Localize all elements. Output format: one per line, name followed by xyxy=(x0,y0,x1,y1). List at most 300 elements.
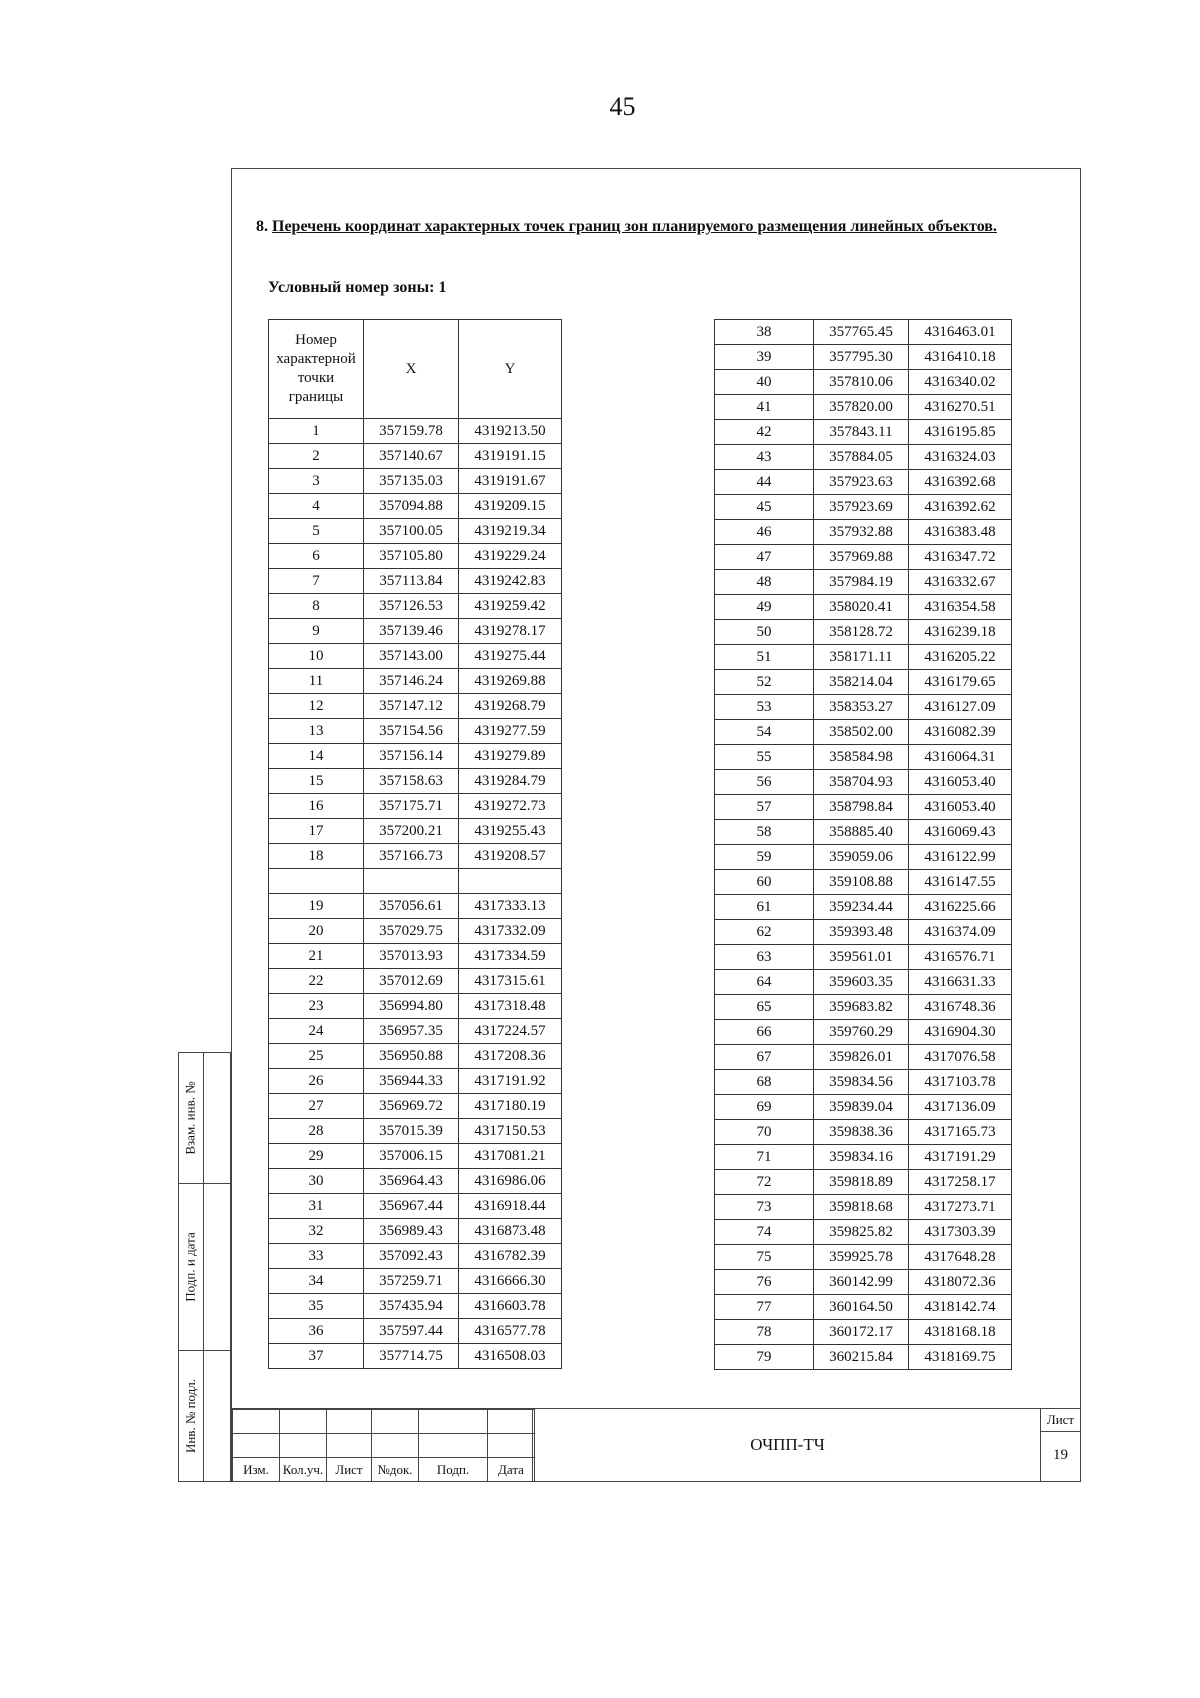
point-number-cell: 76 xyxy=(715,1270,814,1295)
x-cell: 357094.88 xyxy=(364,494,459,519)
point-number-cell: 53 xyxy=(715,695,814,720)
table-row xyxy=(269,744,562,769)
point-number-cell: 56 xyxy=(715,770,814,795)
table-row xyxy=(269,419,562,444)
table-row xyxy=(269,569,562,594)
x-cell: 356967.44 xyxy=(364,1194,459,1219)
y-cell: 4319242.83 xyxy=(459,569,562,594)
y-cell: 4317648.28 xyxy=(909,1245,1012,1270)
point-number-cell: 11 xyxy=(269,669,364,694)
y-cell: 4317103.78 xyxy=(909,1070,1012,1095)
point-number-cell: 66 xyxy=(715,1020,814,1045)
point-number-cell: 69 xyxy=(715,1095,814,1120)
point-number-cell: 19 xyxy=(269,894,364,919)
x-cell: 358128.72 xyxy=(814,620,909,645)
x-cell xyxy=(364,869,459,894)
y-cell: 4316239.18 xyxy=(909,620,1012,645)
point-number-cell: 44 xyxy=(715,470,814,495)
x-cell: 357932.88 xyxy=(814,520,909,545)
point-number-cell: 77 xyxy=(715,1295,814,1320)
table-row xyxy=(269,1144,562,1169)
side-cell-signature-date xyxy=(178,1183,204,1351)
table-row xyxy=(715,1220,1012,1245)
y-cell: 4316392.62 xyxy=(909,495,1012,520)
y-cell: 4318142.74 xyxy=(909,1295,1012,1320)
table-row xyxy=(715,1020,1012,1045)
table-row xyxy=(269,1019,562,1044)
y-cell: 4317303.39 xyxy=(909,1220,1012,1245)
x-cell: 360164.50 xyxy=(814,1295,909,1320)
table-row xyxy=(269,719,562,744)
y-cell: 4317315.61 xyxy=(459,969,562,994)
table-row xyxy=(715,1120,1012,1145)
title-block-label: Кол.уч. xyxy=(280,1458,327,1482)
y-cell: 4319277.59 xyxy=(459,719,562,744)
point-number-cell: 25 xyxy=(269,1044,364,1069)
x-cell: 357015.39 xyxy=(364,1119,459,1144)
y-cell: 4317165.73 xyxy=(909,1120,1012,1145)
table-row xyxy=(269,644,562,669)
y-cell: 4316340.02 xyxy=(909,370,1012,395)
point-number-cell: 5 xyxy=(269,519,364,544)
y-cell: 4317332.09 xyxy=(459,919,562,944)
x-cell: 360215.84 xyxy=(814,1345,909,1370)
x-cell: 357984.19 xyxy=(814,570,909,595)
header-y: Y xyxy=(459,320,562,419)
x-cell: 357100.05 xyxy=(364,519,459,544)
y-cell: 4316782.39 xyxy=(459,1244,562,1269)
y-cell: 4318072.36 xyxy=(909,1270,1012,1295)
point-number-cell: 10 xyxy=(269,644,364,669)
side-label-original-inv: Инв. № подл. xyxy=(183,1378,199,1454)
y-cell: 4316603.78 xyxy=(459,1294,562,1319)
y-cell: 4316205.22 xyxy=(909,645,1012,670)
x-cell: 360172.17 xyxy=(814,1320,909,1345)
y-cell: 4316748.36 xyxy=(909,995,1012,1020)
y-cell: 4319209.15 xyxy=(459,494,562,519)
table-row xyxy=(715,1145,1012,1170)
x-cell: 359603.35 xyxy=(814,970,909,995)
x-cell: 359834.56 xyxy=(814,1070,909,1095)
table-row xyxy=(269,819,562,844)
point-number-cell: 46 xyxy=(715,520,814,545)
x-cell: 357143.00 xyxy=(364,644,459,669)
x-cell: 359683.82 xyxy=(814,995,909,1020)
y-cell: 4317191.29 xyxy=(909,1145,1012,1170)
x-cell: 357105.80 xyxy=(364,544,459,569)
x-cell: 357175.71 xyxy=(364,794,459,819)
table-row xyxy=(269,594,562,619)
y-cell: 4319219.34 xyxy=(459,519,562,544)
x-cell: 359818.89 xyxy=(814,1170,909,1195)
point-number-cell: 15 xyxy=(269,769,364,794)
x-cell: 359925.78 xyxy=(814,1245,909,1270)
y-cell: 4317136.09 xyxy=(909,1095,1012,1120)
sheet-number: 19 xyxy=(1053,1447,1068,1463)
point-number-cell: 52 xyxy=(715,670,814,695)
point-number-cell: 20 xyxy=(269,919,364,944)
table-row xyxy=(715,770,1012,795)
y-cell: 4319255.43 xyxy=(459,819,562,844)
x-cell: 356944.33 xyxy=(364,1069,459,1094)
table-row xyxy=(269,1269,562,1294)
x-cell: 358214.04 xyxy=(814,670,909,695)
x-cell: 357200.21 xyxy=(364,819,459,844)
y-cell: 4317333.13 xyxy=(459,894,562,919)
y-cell: 4319268.79 xyxy=(459,694,562,719)
y-cell: 4317318.48 xyxy=(459,994,562,1019)
y-cell: 4316577.78 xyxy=(459,1319,562,1344)
table-row xyxy=(269,869,562,894)
y-cell: 4316508.03 xyxy=(459,1344,562,1369)
table-row xyxy=(269,544,562,569)
x-cell: 356964.43 xyxy=(364,1169,459,1194)
table-row xyxy=(269,494,562,519)
table-row xyxy=(269,669,562,694)
point-number-cell: 9 xyxy=(269,619,364,644)
coordinates-table-right xyxy=(714,319,1012,1370)
table-row xyxy=(715,720,1012,745)
table-row xyxy=(269,1044,562,1069)
y-cell: 4316631.33 xyxy=(909,970,1012,995)
x-cell: 357126.53 xyxy=(364,594,459,619)
point-number-cell: 22 xyxy=(269,969,364,994)
y-cell: 4316069.43 xyxy=(909,820,1012,845)
title-block-label: №док. xyxy=(372,1458,419,1482)
x-cell: 358885.40 xyxy=(814,820,909,845)
header-x: X xyxy=(364,320,459,419)
point-number-cell: 14 xyxy=(269,744,364,769)
point-number-cell: 68 xyxy=(715,1070,814,1095)
point-number-cell: 16 xyxy=(269,794,364,819)
side-label-signature-date: Подп. и дата xyxy=(183,1232,199,1302)
page-number: 45 xyxy=(609,92,636,121)
point-number-cell: 48 xyxy=(715,570,814,595)
table-row xyxy=(269,919,562,944)
table-row xyxy=(715,1295,1012,1320)
y-cell: 4317334.59 xyxy=(459,944,562,969)
x-cell: 357884.05 xyxy=(814,445,909,470)
y-cell: 4316666.30 xyxy=(459,1269,562,1294)
table-row xyxy=(715,470,1012,495)
title-block-grid xyxy=(232,1409,535,1482)
table-row xyxy=(715,1320,1012,1345)
point-number-cell: 60 xyxy=(715,870,814,895)
table-row xyxy=(269,769,562,794)
table-row xyxy=(715,695,1012,720)
point-number-cell: 31 xyxy=(269,1194,364,1219)
table-row xyxy=(269,469,562,494)
point-number-cell: 17 xyxy=(269,819,364,844)
table-row xyxy=(715,1095,1012,1120)
y-cell: 4316324.03 xyxy=(909,445,1012,470)
x-cell: 357029.75 xyxy=(364,919,459,944)
side-cell-replacement-inv xyxy=(178,1052,204,1184)
document-code: ОЧПП-ТЧ xyxy=(532,1409,1042,1481)
x-cell: 359760.29 xyxy=(814,1020,909,1045)
x-cell: 358584.98 xyxy=(814,745,909,770)
point-number-cell: 51 xyxy=(715,645,814,670)
x-cell: 357166.73 xyxy=(364,844,459,869)
side-blank-cell xyxy=(203,1183,231,1351)
x-cell: 359561.01 xyxy=(814,945,909,970)
table-row xyxy=(269,794,562,819)
x-cell: 357146.24 xyxy=(364,669,459,694)
point-number-cell: 29 xyxy=(269,1144,364,1169)
y-cell: 4316576.71 xyxy=(909,945,1012,970)
title-block-label: Лист xyxy=(327,1458,372,1482)
y-cell: 4319213.50 xyxy=(459,419,562,444)
point-number-cell: 18 xyxy=(269,844,364,869)
x-cell: 357158.63 xyxy=(364,769,459,794)
table-row xyxy=(715,1170,1012,1195)
point-number-cell: 34 xyxy=(269,1269,364,1294)
table-row xyxy=(269,619,562,644)
coordinates-table-left xyxy=(268,319,562,1369)
point-number-cell: 26 xyxy=(269,1069,364,1094)
title-block-label: Подп. xyxy=(419,1458,488,1482)
table-row xyxy=(715,845,1012,870)
table-row xyxy=(715,320,1012,345)
x-cell: 358020.41 xyxy=(814,595,909,620)
point-number-cell: 6 xyxy=(269,544,364,569)
point-number-cell: 21 xyxy=(269,944,364,969)
table-row xyxy=(715,645,1012,670)
x-cell: 357923.69 xyxy=(814,495,909,520)
side-blank-cell xyxy=(203,1052,231,1184)
y-cell: 4316064.31 xyxy=(909,745,1012,770)
point-number-cell: 2 xyxy=(269,444,364,469)
table-row xyxy=(269,1294,562,1319)
table-row xyxy=(269,1169,562,1194)
point-number-cell: 4 xyxy=(269,494,364,519)
side-cell-original-inv xyxy=(178,1350,204,1482)
point-number-cell: 49 xyxy=(715,595,814,620)
point-number-cell: 74 xyxy=(715,1220,814,1245)
y-cell: 4319208.57 xyxy=(459,844,562,869)
y-cell: 4317150.53 xyxy=(459,1119,562,1144)
title-block xyxy=(232,1408,1080,1481)
document-frame xyxy=(231,168,1081,1482)
point-number-cell: 40 xyxy=(715,370,814,395)
y-cell: 4316053.40 xyxy=(909,795,1012,820)
y-cell: 4316332.67 xyxy=(909,570,1012,595)
point-number-cell: 1 xyxy=(269,419,364,444)
x-cell: 357843.11 xyxy=(814,420,909,445)
y-cell: 4316347.72 xyxy=(909,545,1012,570)
table-row xyxy=(269,844,562,869)
point-number-cell: 45 xyxy=(715,495,814,520)
title-block-label: Изм. xyxy=(233,1458,280,1482)
x-cell: 359818.68 xyxy=(814,1195,909,1220)
y-cell: 4317191.92 xyxy=(459,1069,562,1094)
x-cell: 360142.99 xyxy=(814,1270,909,1295)
side-label-replacement-inv: Взам. инв. № xyxy=(183,1081,199,1155)
point-number-cell: 57 xyxy=(715,795,814,820)
x-cell: 358502.00 xyxy=(814,720,909,745)
y-cell: 4316122.99 xyxy=(909,845,1012,870)
x-cell: 359108.88 xyxy=(814,870,909,895)
point-number-cell: 13 xyxy=(269,719,364,744)
x-cell: 357597.44 xyxy=(364,1319,459,1344)
y-cell: 4316270.51 xyxy=(909,395,1012,420)
point-number-cell: 72 xyxy=(715,1170,814,1195)
x-cell: 357140.67 xyxy=(364,444,459,469)
y-cell: 4319191.15 xyxy=(459,444,562,469)
x-cell: 359234.44 xyxy=(814,895,909,920)
y-cell: 4318168.18 xyxy=(909,1320,1012,1345)
table-row xyxy=(715,620,1012,645)
table-row xyxy=(715,495,1012,520)
table-row xyxy=(715,745,1012,770)
point-number-cell: 59 xyxy=(715,845,814,870)
table-row xyxy=(715,870,1012,895)
point-number-cell: 27 xyxy=(269,1094,364,1119)
x-cell: 358353.27 xyxy=(814,695,909,720)
x-cell: 356957.35 xyxy=(364,1019,459,1044)
x-cell: 356950.88 xyxy=(364,1044,459,1069)
x-cell: 357923.63 xyxy=(814,470,909,495)
x-cell: 357156.14 xyxy=(364,744,459,769)
section-title xyxy=(256,217,1046,237)
table-row xyxy=(269,519,562,544)
table-row xyxy=(715,545,1012,570)
x-cell: 359059.06 xyxy=(814,845,909,870)
y-cell: 4319229.24 xyxy=(459,544,562,569)
y-cell: 4319284.79 xyxy=(459,769,562,794)
y-cell: 4316374.09 xyxy=(909,920,1012,945)
table-row xyxy=(269,894,562,919)
x-cell: 357012.69 xyxy=(364,969,459,994)
table-row xyxy=(715,445,1012,470)
x-cell: 357092.43 xyxy=(364,1244,459,1269)
point-number-cell: 50 xyxy=(715,620,814,645)
y-cell: 4319269.88 xyxy=(459,669,562,694)
point-number-cell: 54 xyxy=(715,720,814,745)
point-number-cell: 42 xyxy=(715,420,814,445)
section-number: 8. xyxy=(256,218,268,235)
x-cell: 359393.48 xyxy=(814,920,909,945)
y-cell: 4319272.73 xyxy=(459,794,562,819)
table-row xyxy=(269,1219,562,1244)
table-row xyxy=(715,570,1012,595)
side-blank-cell xyxy=(203,1350,231,1482)
y-cell: 4316082.39 xyxy=(909,720,1012,745)
x-cell: 358171.11 xyxy=(814,645,909,670)
y-cell: 4317273.71 xyxy=(909,1195,1012,1220)
x-cell: 359838.36 xyxy=(814,1120,909,1145)
x-cell: 359834.16 xyxy=(814,1145,909,1170)
header-point-number: Номер характерной точки границы xyxy=(269,320,364,419)
point-number-cell: 43 xyxy=(715,445,814,470)
table-row xyxy=(269,969,562,994)
point-number-cell: 28 xyxy=(269,1119,364,1144)
y-cell: 4316410.18 xyxy=(909,345,1012,370)
table-row xyxy=(715,1070,1012,1095)
x-cell: 356989.43 xyxy=(364,1219,459,1244)
point-number-cell: 65 xyxy=(715,995,814,1020)
point-number-cell: 39 xyxy=(715,345,814,370)
y-cell: 4317224.57 xyxy=(459,1019,562,1044)
y-cell: 4317081.21 xyxy=(459,1144,562,1169)
point-number-cell: 8 xyxy=(269,594,364,619)
table-row xyxy=(715,1345,1012,1370)
y-cell: 4316904.30 xyxy=(909,1020,1012,1045)
point-number-cell: 30 xyxy=(269,1169,364,1194)
y-cell: 4316354.58 xyxy=(909,595,1012,620)
x-cell: 359826.01 xyxy=(814,1045,909,1070)
x-cell: 358798.84 xyxy=(814,795,909,820)
table-row xyxy=(269,694,562,719)
y-cell: 4316918.44 xyxy=(459,1194,562,1219)
table-row xyxy=(715,520,1012,545)
y-cell: 4316195.85 xyxy=(909,420,1012,445)
y-cell: 4316392.68 xyxy=(909,470,1012,495)
y-cell: 4316873.48 xyxy=(459,1219,562,1244)
x-cell: 357435.94 xyxy=(364,1294,459,1319)
point-number-cell: 64 xyxy=(715,970,814,995)
table-row xyxy=(715,670,1012,695)
table-row xyxy=(715,970,1012,995)
table-row xyxy=(715,345,1012,370)
point-number-cell: 61 xyxy=(715,895,814,920)
x-cell: 356994.80 xyxy=(364,994,459,1019)
y-cell: 4316127.09 xyxy=(909,695,1012,720)
y-cell: 4316463.01 xyxy=(909,320,1012,345)
table-row xyxy=(715,1045,1012,1070)
table-row xyxy=(715,1270,1012,1295)
point-number-cell: 47 xyxy=(715,545,814,570)
point-number-cell: 7 xyxy=(269,569,364,594)
point-number-cell: 63 xyxy=(715,945,814,970)
table-row xyxy=(269,1094,562,1119)
point-number-cell: 38 xyxy=(715,320,814,345)
table-row xyxy=(269,1244,562,1269)
x-cell: 359839.04 xyxy=(814,1095,909,1120)
point-number-cell: 67 xyxy=(715,1045,814,1070)
y-cell: 4319275.44 xyxy=(459,644,562,669)
x-cell: 356969.72 xyxy=(364,1094,459,1119)
y-cell: 4317180.19 xyxy=(459,1094,562,1119)
point-number-cell: 55 xyxy=(715,745,814,770)
point-number-cell: 36 xyxy=(269,1319,364,1344)
x-cell: 357820.00 xyxy=(814,395,909,420)
point-number-cell: 24 xyxy=(269,1019,364,1044)
point-number-cell: 32 xyxy=(269,1219,364,1244)
y-cell: 4318169.75 xyxy=(909,1345,1012,1370)
table-row xyxy=(269,1319,562,1344)
table-row xyxy=(715,1245,1012,1270)
sheet-label: Лист xyxy=(1041,1409,1080,1432)
y-cell: 4316053.40 xyxy=(909,770,1012,795)
table-row xyxy=(269,994,562,1019)
point-number-cell: 78 xyxy=(715,1320,814,1345)
y-cell: 4319259.42 xyxy=(459,594,562,619)
x-cell: 357969.88 xyxy=(814,545,909,570)
point-number-cell: 23 xyxy=(269,994,364,1019)
y-cell: 4316179.65 xyxy=(909,670,1012,695)
y-cell: 4317076.58 xyxy=(909,1045,1012,1070)
x-cell: 358704.93 xyxy=(814,770,909,795)
y-cell: 4316147.55 xyxy=(909,870,1012,895)
point-number-cell: 3 xyxy=(269,469,364,494)
x-cell: 357159.78 xyxy=(364,419,459,444)
table-row xyxy=(269,1069,562,1094)
point-number-cell: 75 xyxy=(715,1245,814,1270)
x-cell: 357810.06 xyxy=(814,370,909,395)
point-number-cell: 33 xyxy=(269,1244,364,1269)
point-number-cell xyxy=(269,869,364,894)
